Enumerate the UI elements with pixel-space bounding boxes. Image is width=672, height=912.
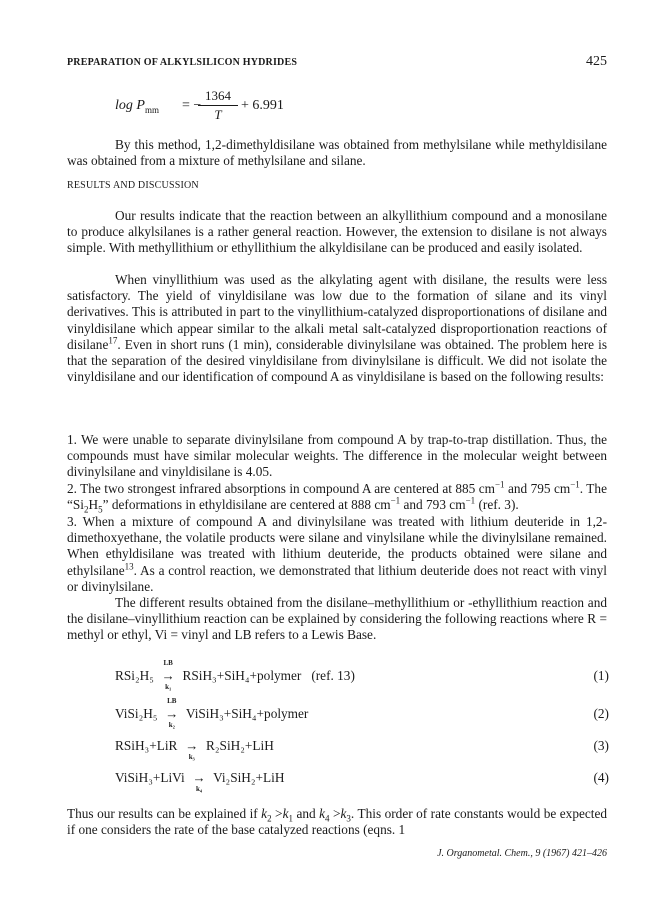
eq1-rate-constant: k₁ xyxy=(165,683,172,691)
journal-citation: J. Organometal. Chem., 9 (1967) 421–426 xyxy=(437,848,607,859)
eq4-products: Vi₂SiH₂+LiH xyxy=(213,770,285,785)
equation-2 xyxy=(115,697,609,729)
equation-3 xyxy=(115,732,609,761)
eq1-reactant: RSi₂H₅ xyxy=(115,668,154,683)
running-title: PREPARATION OF ALKYLSILICON HYDRIDES xyxy=(67,57,298,68)
results-paragraph-2: When vinyllithium was used as the alkylating agent with disilane, the results were less satisfactory. The yield of vinyldisilane was low due to the formation of silane and its vinyl derivatives. This is attributed in part to the vinyllithium-catalyzed disproportionations of disilane and vinyldisilane which appear similar to the alkali metal salt-catalyzed disproportionation reactions of disilane$^{17}$. Even in short runs (1 min), considerable divinylsilane was obtained. The problem here is that the separation of the desired vinyldisilane from divinylsilane is difficult. We did not isolate the vinyldisilane and our identification of compound A as vinyldisilane is based on the following results: xyxy=(67,272,607,385)
eq3-arrow: → k₃ xyxy=(181,738,203,754)
formula-sign: = − xyxy=(182,98,202,113)
eq1-arrow: LB → k₁ xyxy=(157,668,179,684)
intro-paragraph: By this method, 1,2-dimethyldisilane was obtained from methylsilane while methyldisilane was obtained from a mixture of methylsilane and silane. xyxy=(67,137,607,169)
fraction-bar xyxy=(198,105,238,106)
eq3-rate-constant: k₃ xyxy=(188,753,195,761)
page-number: 425 xyxy=(586,54,607,69)
formula-fraction xyxy=(198,88,238,123)
formula-rest: + 6.991 xyxy=(241,98,284,113)
eq3-reactant: RSiH₃+LiR xyxy=(115,738,178,753)
conclusion-paragraph: Thus our results can be explained if $k_2 >k_1$ and $k_4 >k_3$. This order of rate constants would be expected if one considers the rate of the base catalyzed reactions (eqns. 1 xyxy=(67,806,608,838)
result-item-1: 1. We were unable to separate divinylsilane from compound A by trap-to-trap distillation. Thus, the compounds must have similar molecular weights. The difference in the molecular weight between divinylsilane and vinyldisilane is 4.05. xyxy=(67,432,607,480)
eq2-rate-constant: k₂ xyxy=(168,721,175,729)
running-head xyxy=(67,54,607,74)
eq3-products: R₂SiH₂+LiH xyxy=(206,738,274,753)
eq1-number: (1) xyxy=(593,668,609,683)
eq2-catalyst: LB xyxy=(167,697,177,705)
eq3-number: (3) xyxy=(593,738,609,753)
eq4-arrow: → k₄ xyxy=(188,770,210,786)
formula-lhs: $\log P_{mm}$ xyxy=(115,98,159,115)
eq1-products: RSiH₃+SiH₄+polymer xyxy=(182,668,302,683)
eq4-number: (4) xyxy=(593,770,609,785)
section-heading: RESULTS AND DISCUSSION xyxy=(67,180,199,191)
results-paragraph-3: The different results obtained from the disilane–methyllithium or -ethyllithium reaction and the disilane–vinyllithium reaction can be explained by considering the following reactions where R = methyl or ethyl, Vi = vinyl and LB refers to a Lewis Base. xyxy=(67,595,607,643)
eq2-products: ViSiH₃+SiH₄+polymer xyxy=(185,706,309,721)
formula-denominator: T xyxy=(214,107,222,122)
eq2-number: (2) xyxy=(593,706,609,721)
formula-numerator: 1364 xyxy=(205,88,231,103)
equation-1 xyxy=(115,659,609,691)
eq1-catalyst: LB xyxy=(163,659,173,667)
result-item-3: 3. When a mixture of compound A and divinylsilane was treated with lithium deuteride in 1,2-dimethoxyethane, the volatile products were silane and vinylsilane while the divinylsilane remained. When ethyldisilane was treated with lithium deuteride, the products obtained were silane and ethylsilane$^{13}$. As a control reaction, we demonstrated that lithium deuteride does not react with vinyl or divinylsilane. xyxy=(67,514,607,594)
results-paragraph-1: Our results indicate that the reaction between an alkyllithium compound and a monosilane to produce alkylsilanes is a rather general reaction. However, the extension to disilane is not always simple. With methyllithium or ethyllithium the alkyldisilane can be produced and easily isolated. xyxy=(67,208,607,256)
eq2-reactant: ViSi₂H₅ xyxy=(115,706,158,721)
eq2-arrow: LB → k₂ xyxy=(161,706,183,722)
equation-4 xyxy=(115,764,609,793)
eq4-reactant: ViSiH₃+LiVi xyxy=(115,770,185,785)
eq4-rate-constant: k₄ xyxy=(195,785,202,793)
result-item-2: 2. The two strongest infrared absorptions in compound A are centered at 885 $cm^{-1}$ and 795 $cm^{-1}$. The “$Si_2H_5$” deformations in ethyldisilane are centered at 888 $cm^{-1}$ and 793 $cm^{-1}$ (ref. 3). xyxy=(67,479,607,515)
vapor-pressure-formula xyxy=(115,86,415,130)
eq1-ref: (ref. 13) xyxy=(311,668,355,683)
